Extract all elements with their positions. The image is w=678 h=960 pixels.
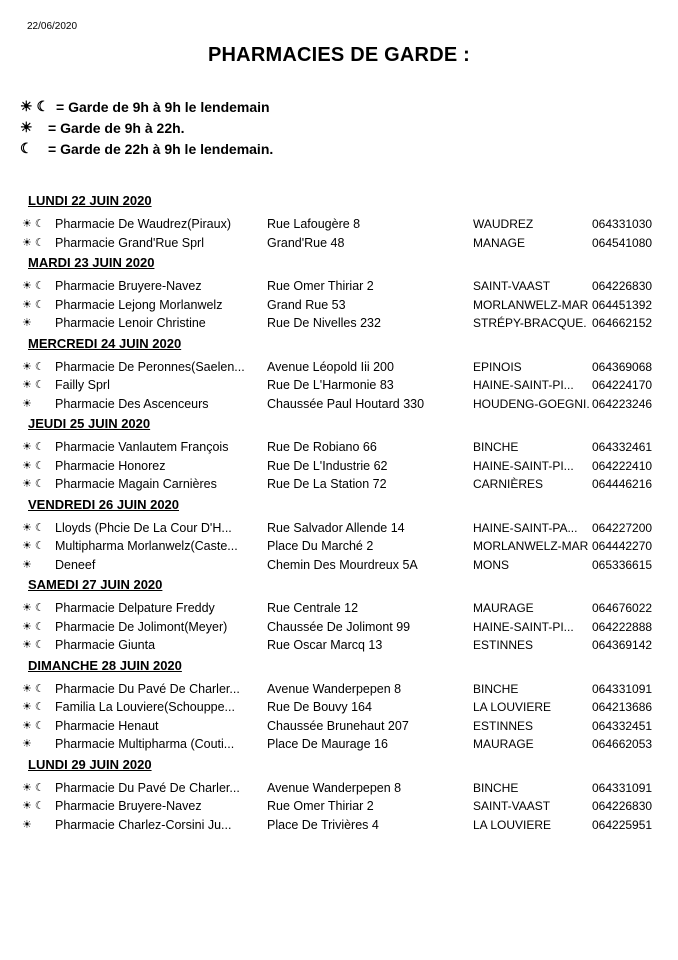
pharmacy-street: Rue Omer Thiriar 2 [267,279,374,293]
pharmacy-row [0,816,678,835]
pharmacy-phone: 064451392 [592,297,653,312]
moon-icon: ☾ [20,140,33,156]
sun-moon-icon: ☀ ☾ [22,701,45,713]
pharmacy-street: Rue Lafougère 8 [267,217,361,231]
pharmacy-name: Pharmacie Bruyere-Navez [55,279,202,293]
sun-moon-icon: ☀ ☾ [22,218,45,230]
pharmacy-street: Chaussée Brunehaut 207 [267,718,409,733]
pharmacy-name: Pharmacie Lenoir Christine [55,316,206,330]
day-title: JEUDI 25 JUIN 2020 [28,416,151,431]
pharmacy-phone: 064676022 [592,601,653,615]
pharmacy-phone: 064369068 [592,359,653,374]
pharmacy-row [0,680,678,699]
sun-moon-icon: ☀ ☾ [22,298,45,311]
day-section [0,252,678,333]
sun-moon-icon: ☀ ☾ [22,781,45,794]
pharmacy-phone: 064223246 [592,396,653,411]
pharmacy-phone: 064446216 [592,477,653,491]
page-title: PHARMACIES DE GARDE : [208,44,470,66]
pharmacy-row [0,395,678,414]
pharmacy-name: Pharmacie Vanlautem François [55,440,229,454]
pharmacy-name: Pharmacie Des Ascenceurs [55,396,209,411]
pharmacy-phone: 064222410 [592,458,653,473]
pharmacy-city: STRÉPY-BRACQUE. [473,316,587,330]
pharmacy-street: Avenue Léopold Iii 200 [267,359,394,374]
pharmacy-city: HOUDENG-GOEGNI. [473,396,590,411]
day-section [0,190,678,252]
pharmacy-row [0,556,678,575]
pharmacy-city: MAURAGE [473,601,534,615]
pharmacy-row [0,735,678,754]
pharmacy-row [0,599,678,618]
pharmacy-name: Pharmacie Charlez-Corsini Ju... [55,817,232,832]
sun-moon-icon: ☀ ☾ [20,98,49,114]
pharmacy-street: Grand'Rue 48 [267,235,345,250]
pharmacy-street: Rue Oscar Marcq 13 [267,638,383,652]
pharmacy-name: Pharmacie Magain Carnières [55,477,217,491]
pharmacy-city: MONS [473,557,509,572]
pharmacy-name: Pharmacie Honorez [55,458,166,473]
pharmacy-street: Rue De Bouvy 164 [267,700,372,714]
pharmacy-phone: 064442270 [592,539,653,553]
pharmacy-phone: 064224170 [592,378,653,392]
pharmacy-street: Rue De Nivelles 232 [267,316,381,330]
pharmacy-city: SAINT-VAAST [473,799,551,813]
legend-line-night [20,138,273,159]
pharmacy-name: Familia La Louviere(Schouppe... [55,700,235,714]
pharmacy-city: SAINT-VAAST [473,279,551,293]
pharmacy-row [0,234,678,253]
pharmacy-city: HAINE-SAINT-PI... [473,619,574,634]
day-section [0,754,678,835]
pharmacy-city: BINCHE [473,681,519,696]
day-section [0,413,678,494]
pharmacy-name: Pharmacie De Waudrez(Piraux) [55,217,231,231]
pharmacy-name: Pharmacie Du Pavé De Charler... [55,780,240,795]
sun-moon-icon: ☀ ☾ [22,441,45,453]
sun-icon: ☀ [22,558,32,571]
day-section [0,574,678,655]
pharmacy-row [0,797,678,816]
sun-icon: ☀ [22,317,32,329]
pharmacy-street: Chaussée Paul Houtard 330 [267,396,425,411]
pharmacy-name: Deneef [55,557,96,572]
pharmacy-street: Rue De La Station 72 [267,477,387,491]
pharmacy-phone: 064332461 [592,440,653,454]
pharmacy-phone: 064331091 [592,681,653,696]
sun-icon: ☀ [22,397,32,410]
pharmacy-name: Pharmacie Bruyere-Navez [55,799,202,813]
sun-moon-icon: ☀ ☾ [22,540,45,552]
legend-line-day [20,117,273,138]
pharmacy-row [0,537,678,556]
pharmacy-street: Rue Centrale 12 [267,601,359,615]
pharmacy-name: Pharmacie Lejong Morlanwelz [55,297,223,312]
sun-moon-icon: ☀ ☾ [22,682,45,695]
pharmacy-city: WAUDREZ [473,217,534,231]
pharmacy-city: MORLANWELZ-MAR [473,539,589,553]
pharmacy-street: Place De Trivières 4 [267,817,379,832]
pharmacy-row [0,215,678,234]
day-title: LUNDI 22 JUIN 2020 [28,193,152,208]
pharmacy-street: Rue Salvador Allende 14 [267,520,405,535]
sun-moon-icon: ☀ ☾ [22,478,45,490]
pharmacy-row [0,314,678,333]
day-title: MERCREDI 24 JUIN 2020 [28,335,182,351]
pharmacy-city: BINCHE [473,780,519,795]
pharmacy-city: ESTINNES [473,718,534,733]
pharmacy-street: Avenue Wanderpepen 8 [267,681,402,696]
pharmacy-row [0,277,678,296]
pharmacy-phone: 064213686 [592,700,653,714]
day-section [0,333,678,414]
pharmacy-street: Rue Omer Thiriar 2 [267,799,374,813]
sun-moon-icon: ☀ ☾ [22,459,45,472]
day-title: MARDI 23 JUIN 2020 [28,255,155,270]
pharmacy-name: Pharmacie Du Pavé De Charler... [55,681,240,696]
pharmacy-city: MANAGE [473,235,526,250]
pharmacy-row [0,618,678,637]
pharmacy-row [0,457,678,476]
pharmacy-phone: 064226830 [592,279,653,293]
pharmacy-city: LA LOUVIERE [473,700,552,714]
legend [20,96,273,159]
schedule [0,190,678,834]
pharmacy-street: Chaussée De Jolimont 99 [267,619,411,634]
sun-moon-icon: ☀ ☾ [22,639,45,651]
pharmacy-phone: 064225951 [592,817,653,832]
sun-moon-icon: ☀ ☾ [22,620,45,633]
pharmacy-street: Place De Maurage 16 [267,737,388,751]
day-section [0,655,678,754]
pharmacy-row [0,698,678,717]
pharmacy-row [0,779,678,798]
pharmacy-phone: 064227200 [592,520,653,535]
pharmacy-name: Pharmacie De Jolimont(Meyer) [55,619,228,634]
legend-text: = Garde de 9h à 9h le lendemain [56,98,270,115]
pharmacy-street: Chemin Des Mourdreux 5A [267,557,418,572]
sun-moon-icon: ☀ ☾ [22,236,45,249]
pharmacy-name: Lloyds (Phcie De La Cour D'H... [55,520,232,535]
sun-moon-icon: ☀ ☾ [22,719,45,732]
sun-icon: ☀ [22,738,32,750]
sun-icon: ☀ [20,119,33,135]
pharmacy-phone: 064662152 [592,316,653,330]
sun-moon-icon: ☀ ☾ [22,360,45,373]
pharmacy-phone: 064331030 [592,217,653,231]
pharmacy-name: Pharmacie Multipharma (Couti... [55,737,235,751]
day-title: VENDREDI 26 JUIN 2020 [28,496,180,512]
pharmacy-row [0,519,678,538]
pharmacy-name: Failly Sprl [55,378,110,392]
pharmacy-city: LA LOUVIERE [473,817,552,832]
pharmacy-row [0,475,678,494]
sun-moon-icon: ☀ ☾ [22,602,45,614]
pharmacy-city: HAINE-SAINT-PA... [473,520,578,535]
pharmacy-name: Multipharma Morlanwelz(Caste... [55,539,238,553]
pharmacy-city: BINCHE [473,440,519,454]
sun-moon-icon: ☀ ☾ [22,280,45,292]
day-title: LUNDI 29 JUIN 2020 [28,756,152,772]
pharmacy-street: Avenue Wanderpepen 8 [267,780,402,795]
pharmacy-city: MAURAGE [473,737,534,751]
pharmacy-street: Rue De L'Harmonie 83 [267,378,394,392]
pharmacy-row [0,636,678,655]
pharmacy-city: MORLANWELZ-MAR [473,297,589,312]
pharmacy-row [0,296,678,315]
pharmacy-phone: 064662053 [592,737,653,751]
sun-moon-icon: ☀ ☾ [22,379,45,391]
pharmacy-name: Pharmacie Delpature Freddy [55,601,215,615]
pharmacy-phone: 064541080 [592,235,653,250]
pharmacy-name: Pharmacie Henaut [55,718,159,733]
pharmacy-city: EPINOIS [473,359,522,374]
pharmacy-row [0,438,678,457]
pharmacy-row [0,376,678,395]
pharmacy-street: Rue De Robiano 66 [267,440,377,454]
pharmacy-row [0,717,678,736]
legend-text: = Garde de 22h à 9h le lendemain. [48,140,274,157]
pharmacy-street: Place Du Marché 2 [267,539,374,553]
pharmacy-phone: 064222888 [592,619,653,634]
pharmacy-street: Grand Rue 53 [267,297,346,312]
pharmacy-street: Rue De L'Industrie 62 [267,458,388,473]
pharmacy-phone: 064331091 [592,780,653,795]
pharmacy-phone: 064226830 [592,799,653,813]
sun-moon-icon: ☀ ☾ [22,521,45,534]
pharmacy-phone: 064369142 [592,638,653,652]
pharmacy-name: Pharmacie De Peronnes(Saelen... [55,359,245,374]
pharmacy-phone: 065336615 [592,557,653,572]
pharmacy-phone: 064332451 [592,718,653,733]
sun-moon-icon: ☀ ☾ [22,800,45,812]
pharmacy-city: HAINE-SAINT-PI... [473,378,574,392]
pharmacy-row [0,358,678,377]
legend-line-full [20,96,273,117]
legend-text: = Garde de 9h à 22h. [48,119,185,136]
pharmacy-city: HAINE-SAINT-PI... [473,458,574,473]
day-title: DIMANCHE 28 JUIN 2020 [28,657,182,673]
pharmacy-name: Pharmacie Giunta [55,638,156,652]
document-date: 22/06/2020 [27,21,78,32]
sun-icon: ☀ [22,818,32,831]
day-title: SAMEDI 27 JUIN 2020 [28,577,163,592]
pharmacy-city: CARNIÈRES [473,477,544,491]
day-section [0,494,678,575]
pharmacy-name: Pharmacie Grand'Rue Sprl [55,235,204,250]
pharmacy-city: ESTINNES [473,638,534,652]
